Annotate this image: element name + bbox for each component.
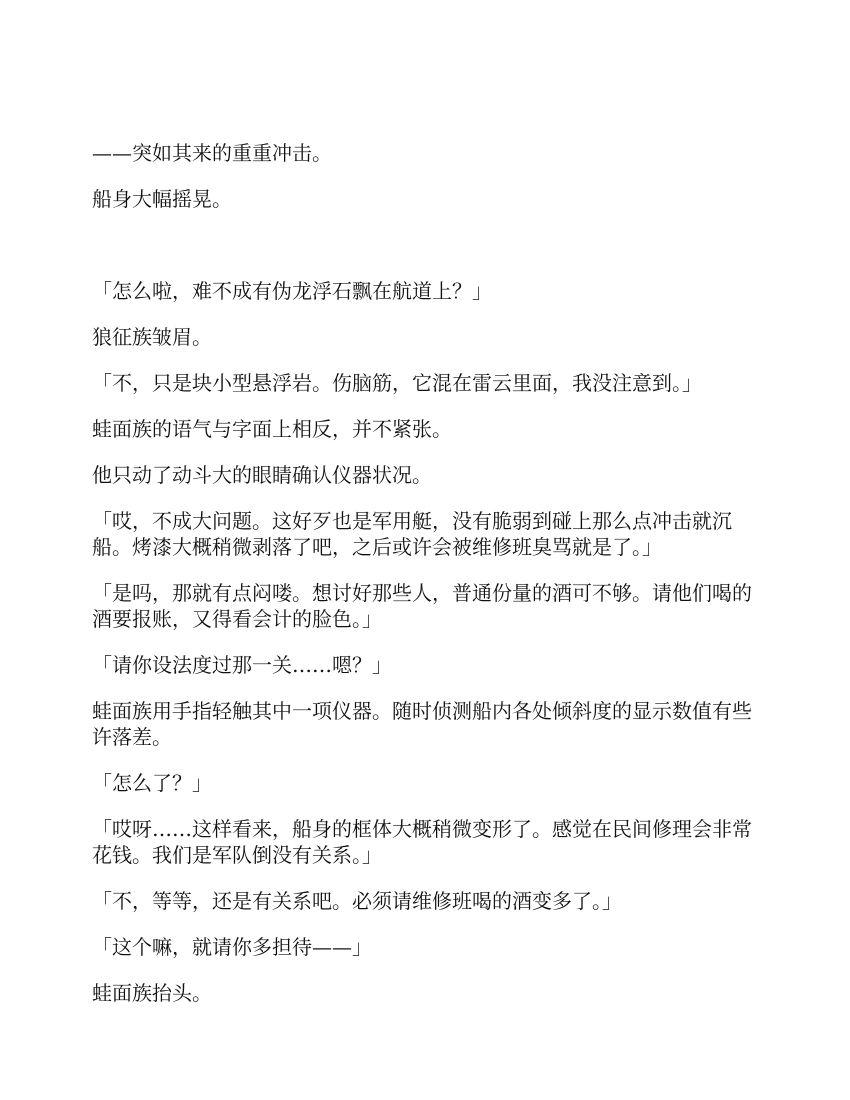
paragraph: 狼征族皱眉。 — [92, 325, 212, 349]
paragraph: 蛙面族抬头。 — [92, 981, 212, 1005]
paragraph: 「不，只是块小型悬浮岩。伤脑筋，它混在雷云里面，我没注意到。」 — [92, 371, 702, 395]
paragraph: 蛙面族用手指轻触其中一项仪器。随时侦测船内各处倾斜度的显示数值有些许落差。 — [92, 699, 752, 749]
paragraph: 蛙面族的语气与字面上相反，并不紧张。 — [92, 417, 452, 441]
blank-line — [92, 232, 762, 278]
paragraph: 「怎么了？」 — [92, 771, 212, 795]
paragraph: 「是吗，那就有点闷喽。想讨好那些人，普通份量的酒可不够。请他们喝的酒要报账，又得看会计的脸色。」 — [92, 581, 752, 631]
paragraph: ——突如其来的重重冲击。 — [92, 141, 332, 165]
paragraph: 「不，等等，还是有关系吧。必须请维修班喝的酒变多了。」 — [92, 889, 622, 913]
paragraph: 「这个嘛，就请你多担待——」 — [92, 935, 372, 959]
paragraph: 「怎么啦，难不成有伪龙浮石飘在航道上？」 — [92, 279, 492, 303]
paragraph: 「哎呀……这样看来，船身的框体大概稍微变形了。感觉在民间修理会非常花钱。我们是军队倒没有关系。」 — [92, 817, 752, 867]
paragraph: 「请你设法度过那一关……嗯？」 — [92, 653, 392, 677]
paragraph: 他只动了动斗大的眼睛确认仪器状况。 — [92, 463, 432, 487]
paragraph: 「哎，不成大问题。这好歹也是军用艇，没有脆弱到碰上那么点冲击就沉船。烤漆大概稍微剥落了吧，之后或许会被维修班臭骂就是了。」 — [92, 509, 732, 559]
body-text — [92, 140, 762, 1026]
paragraph: 船身大幅摇晃。 — [92, 187, 232, 211]
